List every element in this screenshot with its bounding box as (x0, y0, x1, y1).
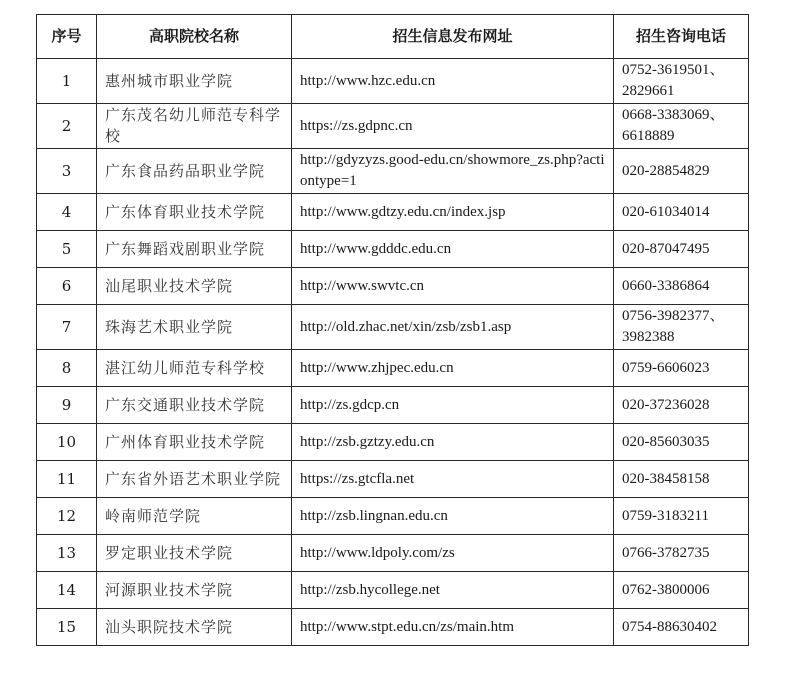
college-name-cell: 珠海艺术职业学院 (97, 305, 292, 350)
phone-cell: 020-37236028 (614, 387, 749, 424)
seq-cell: 6 (37, 268, 97, 305)
college-name-cell: 广州体育职业技术学院 (97, 424, 292, 461)
college-name-cell: 广东体育职业技术学院 (97, 194, 292, 231)
table-row (37, 498, 749, 535)
seq-cell: 13 (37, 535, 97, 572)
seq-cell: 5 (37, 231, 97, 268)
seq-cell: 3 (37, 149, 97, 194)
table-row (37, 461, 749, 498)
college-name-cell: 湛江幼儿师范专科学校 (97, 350, 292, 387)
college-name-cell: 广东食品药品职业学院 (97, 149, 292, 194)
table-row (37, 535, 749, 572)
college-admissions-table (36, 14, 749, 646)
phone-cell: 0660-3386864 (614, 268, 749, 305)
phone-cell: 020-85603035 (614, 424, 749, 461)
seq-cell: 14 (37, 572, 97, 609)
admissions-url-cell[interactable]: http://www.hzc.edu.cn (292, 59, 614, 104)
college-name-cell: 广东交通职业技术学院 (97, 387, 292, 424)
college-name-cell: 广东省外语艺术职业学院 (97, 461, 292, 498)
admissions-url-cell[interactable]: http://www.gdtzy.edu.cn/index.jsp (292, 194, 614, 231)
table-row (37, 609, 749, 646)
seq-cell: 2 (37, 104, 97, 149)
header-phone: 招生咨询电话 (614, 15, 749, 59)
table-row (37, 104, 749, 149)
college-name-cell: 汕头职院技术学院 (97, 609, 292, 646)
seq-cell: 7 (37, 305, 97, 350)
college-name-cell: 广东茂名幼儿师范专科学校 (97, 104, 292, 149)
table-row (37, 350, 749, 387)
admissions-url-cell[interactable]: https://zs.gtcfla.net (292, 461, 614, 498)
admissions-url-cell[interactable]: http://zsb.hycollege.net (292, 572, 614, 609)
seq-cell: 11 (37, 461, 97, 498)
college-name-cell: 惠州城市职业学院 (97, 59, 292, 104)
table-row (37, 59, 749, 104)
admissions-url-cell[interactable]: http://gdyzyzs.good-edu.cn/showmore_zs.php?actiontype=1 (292, 149, 614, 194)
table-row (37, 572, 749, 609)
table-row (37, 305, 749, 350)
phone-cell: 0756-3982377、 3982388 (614, 305, 749, 350)
admissions-url-cell[interactable]: http://www.gdddc.edu.cn (292, 231, 614, 268)
table-row (37, 231, 749, 268)
seq-cell: 10 (37, 424, 97, 461)
admissions-url-cell[interactable]: https://zs.gdpnc.cn (292, 104, 614, 149)
college-name-cell: 广东舞蹈戏剧职业学院 (97, 231, 292, 268)
college-name-cell: 河源职业技术学院 (97, 572, 292, 609)
admissions-url-cell[interactable]: http://zs.gdcp.cn (292, 387, 614, 424)
admissions-url-cell[interactable]: http://www.ldpoly.com/zs (292, 535, 614, 572)
phone-cell: 0762-3800006 (614, 572, 749, 609)
table-row (37, 387, 749, 424)
table-header (37, 15, 749, 59)
phone-cell: 020-87047495 (614, 231, 749, 268)
admissions-url-cell[interactable]: http://old.zhac.net/xin/zsb/zsb1.asp (292, 305, 614, 350)
phone-cell: 020-28854829 (614, 149, 749, 194)
table-row (37, 424, 749, 461)
college-name-cell: 岭南师范学院 (97, 498, 292, 535)
seq-cell: 15 (37, 609, 97, 646)
phone-cell: 0668-3383069、 6618889 (614, 104, 749, 149)
admissions-url-cell[interactable]: http://www.stpt.edu.cn/zs/main.htm (292, 609, 614, 646)
phone-cell: 0766-3782735 (614, 535, 749, 572)
college-name-cell: 汕尾职业技术学院 (97, 268, 292, 305)
phone-cell: 0759-3183211 (614, 498, 749, 535)
phone-cell: 020-61034014 (614, 194, 749, 231)
seq-cell: 8 (37, 350, 97, 387)
seq-cell: 9 (37, 387, 97, 424)
phone-cell: 0752-3619501、 2829661 (614, 59, 749, 104)
admissions-url-cell[interactable]: http://www.zhjpec.edu.cn (292, 350, 614, 387)
admissions-url-cell[interactable]: http://zsb.gztzy.edu.cn (292, 424, 614, 461)
seq-cell: 4 (37, 194, 97, 231)
header-seq: 序号 (37, 15, 97, 59)
admissions-url-cell[interactable]: http://zsb.lingnan.edu.cn (292, 498, 614, 535)
phone-cell: 020-38458158 (614, 461, 749, 498)
table-body (37, 59, 749, 646)
header-college-name: 高职院校名称 (97, 15, 292, 59)
header-admissions-url: 招生信息发布网址 (292, 15, 614, 59)
table-row (37, 149, 749, 194)
seq-cell: 1 (37, 59, 97, 104)
phone-cell: 0759-6606023 (614, 350, 749, 387)
seq-cell: 12 (37, 498, 97, 535)
phone-cell: 0754-88630402 (614, 609, 749, 646)
admissions-url-cell[interactable]: http://www.swvtc.cn (292, 268, 614, 305)
header-row (37, 15, 749, 59)
table-row (37, 268, 749, 305)
college-name-cell: 罗定职业技术学院 (97, 535, 292, 572)
table-row (37, 194, 749, 231)
